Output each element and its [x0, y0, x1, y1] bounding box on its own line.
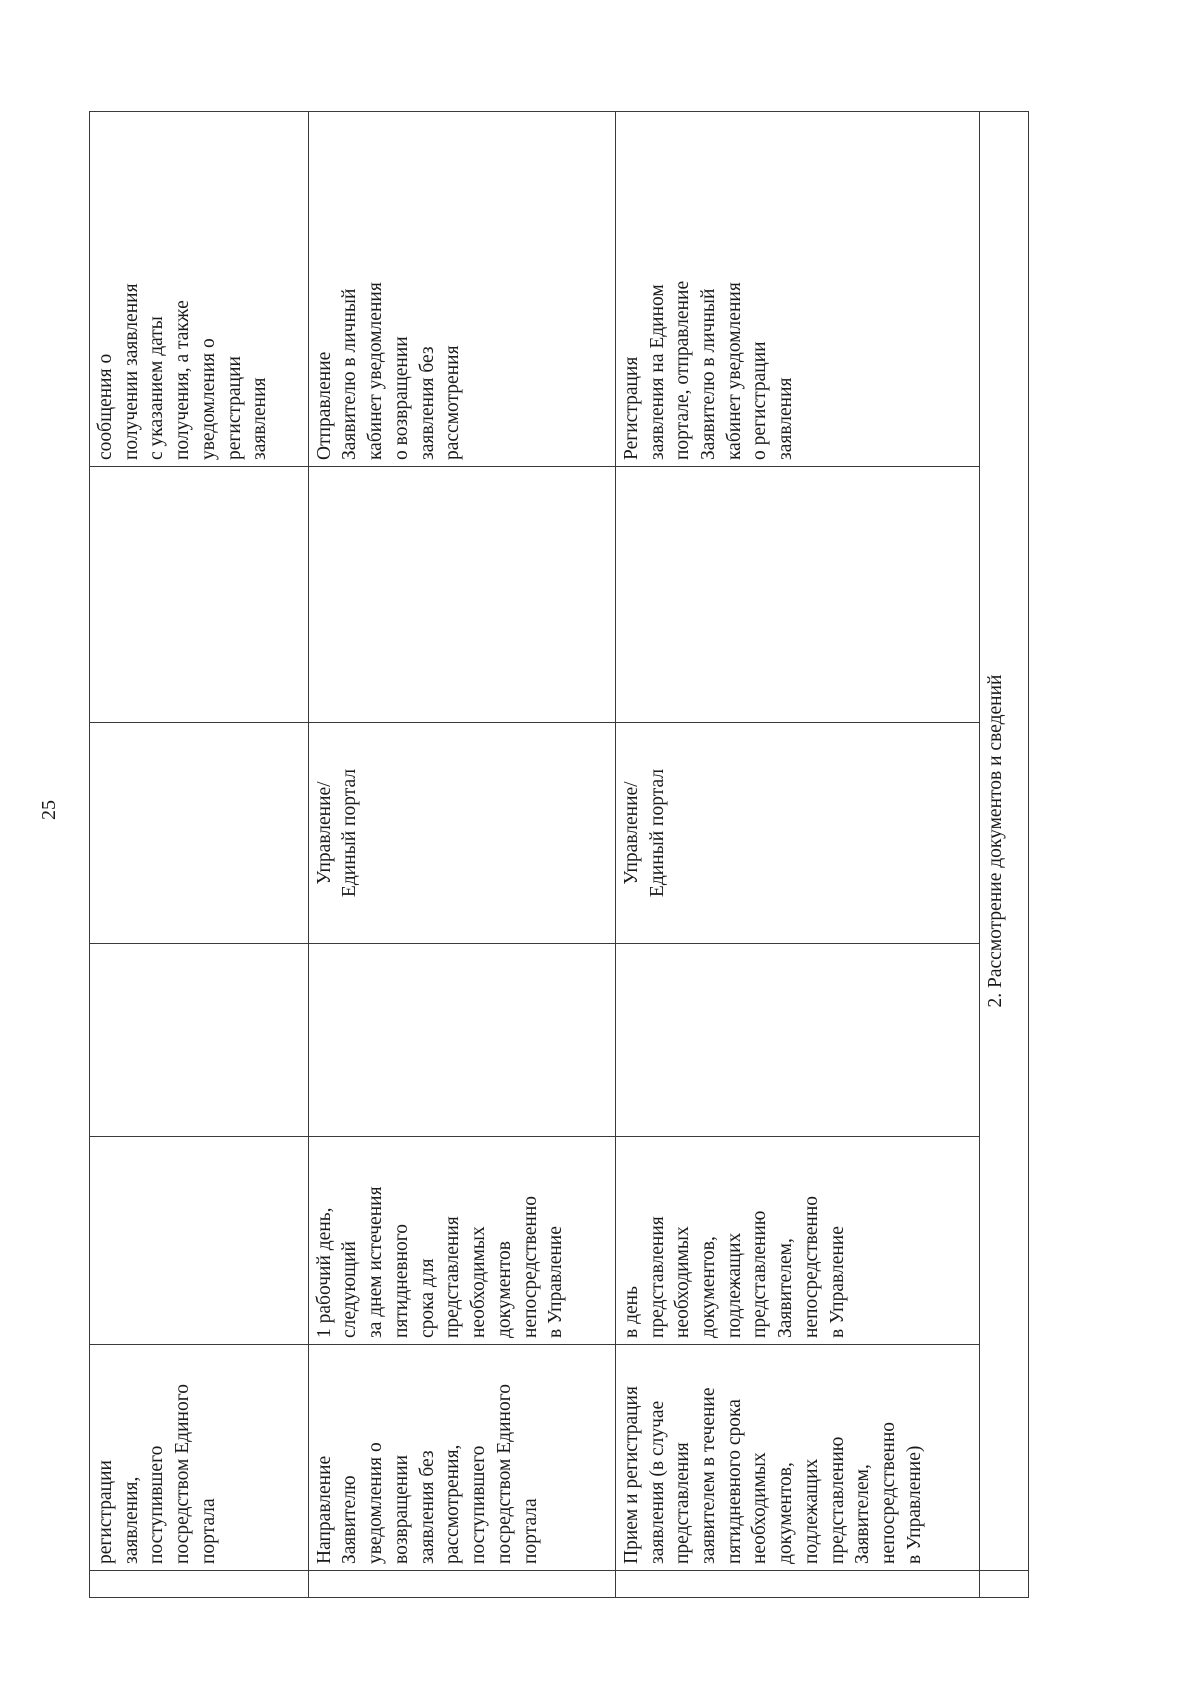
table-cell [308, 1571, 615, 1598]
table-cell [615, 1571, 980, 1598]
table-cell [980, 1571, 1029, 1598]
table-cell: 1 рабочий день, следующий за днем истечения пятидневного срока для представления необходимых документов непосредственно в Управление [308, 1137, 615, 1345]
page-number: 25 [38, 800, 60, 820]
table-cell [90, 1571, 309, 1598]
table-cell: Направление Заявителю уведомления о возвращении заявления без рассмотрения, поступившего посредством Единого портала [308, 1345, 615, 1571]
table-cell: в день представления необходимых документов, подлежащих представлению Заявителем, непосредственно в Управление [615, 1137, 980, 1345]
table-cell [90, 1137, 309, 1345]
procedure-table [89, 111, 1029, 1598]
table-cell [615, 467, 980, 723]
table-cell [615, 944, 980, 1137]
table-cell: регистрации заявления, поступившего посредством Единого портала [90, 1345, 309, 1571]
table-cell [308, 467, 615, 723]
table-cell: Отправление Заявителю в личный кабинет уведомления о возвращении заявления без рассмотрения [308, 112, 615, 467]
table-cell: Управление/ Единый портал [308, 723, 615, 944]
table-cell: Управление/ Единый портал [615, 723, 980, 944]
table-cell: сообщения о получении заявления с указанием даты получения, а также уведомления о регистрации заявления [90, 112, 309, 467]
table-cell: Регистрация заявления на Едином портале, отправление Заявителю в личный кабинет уведомления о регистрации заявления [615, 112, 980, 467]
table-cell [90, 944, 309, 1137]
section-title: 2. Рассмотрение документов и сведений [980, 112, 1029, 1571]
table-row [308, 112, 615, 1598]
table-cell [90, 467, 309, 723]
table-cell [308, 944, 615, 1137]
table-cell [90, 723, 309, 944]
table-row [615, 112, 980, 1598]
section-row [980, 112, 1029, 1598]
rotated-table-container [89, 112, 1029, 1598]
table-cell: Прием и регистрация заявления (в случае представления заявителем в течение пятидневного срока необходимых документов, подлежащих представлению Заявителем, непосредственно в Управление) [615, 1345, 980, 1571]
table-row [90, 112, 309, 1598]
